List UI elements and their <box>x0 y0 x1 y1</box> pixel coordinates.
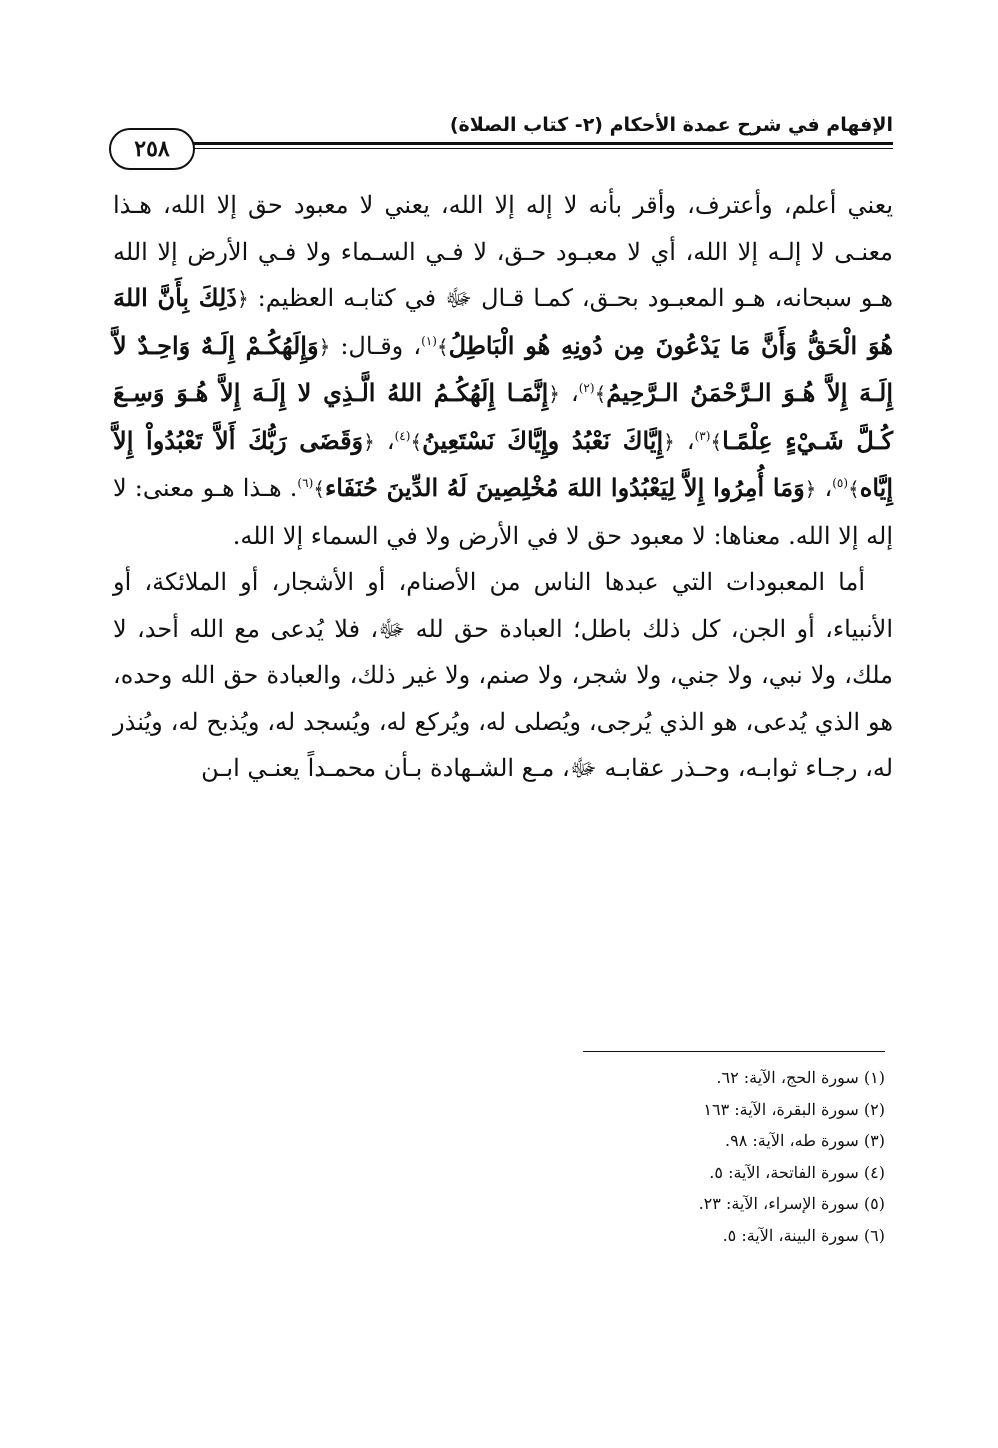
page-number-badge: ٢٥٨ <box>109 128 195 170</box>
quran-verse-6: وَمَا أُمِرُوا إِلاَّ لِيَعْبُدُوا اللهَ مُخْلِصِينَ لَهُ الدِّينَ حُنَفَاء <box>324 473 805 502</box>
separator: ، <box>816 474 833 502</box>
ornate-bracket-close: ﴾ <box>313 477 325 501</box>
footnote-5: (٥) سورة الإسراء، الآية: ٢٣. <box>698 1194 885 1213</box>
paragraph-1 <box>113 182 893 559</box>
ornate-bracket-close: ﴾ <box>436 334 449 359</box>
quran-verse-4: إِيَّاكَ نَعْبُدُ وإِيَّاكَ نَسْتَعِينُ <box>422 425 664 455</box>
ornate-bracket-open: ﴿ <box>236 287 249 311</box>
text-run: . هـذا هـو معنى: لا إله إلا الله. معناها: لا معبود حق لا في الأرض ولا في السماء إلا الله. <box>113 474 893 550</box>
separator: ، <box>560 379 579 407</box>
quran-verse-3: إِنَّمَـا إِلَهُكُـمُ اللهُ الَّـذِي لا إِلَـهَ إِلاَّ هُـوَ وَسِـعَ كُـلَّ شَـيْءٍ عِلْمًـا <box>113 378 894 455</box>
ornate-bracket-open: ﴿ <box>804 477 817 501</box>
quran-verse-5: وَقَضَى رَبُّكَ أَلاَّ تَعْبُدُواْ إِلاَّ إِيَّاه <box>113 425 893 502</box>
paragraph-2: أما المعبودات التي عبدها الناس من الأصنام، أو الأشجار، أو الملائكة، أو الأنبياء، أو الجن، كل ذلك باطل؛ العبادة حق لله ﷻ، فلا يُدعى مع الله أحد، لا ملك، ولا نبي، ولا جني، ولا شجر، ولا صنم، ولا غير ذلك، والعبادة حق الله وحده، هو الذي يُدعى، هو الذي يُرجى، ويُصلى له، ويُركع له، ويُسجد له، ويُذبح له، ويُنذر له، رجـاء ثوابـه، وحـذر عقابـه ﷻ، مـع الشـهادة بـأن محمـداً يعنـي ابـن <box>113 568 894 782</box>
separator: ، <box>674 426 695 455</box>
footnote-ref-6[interactable]: (٦) <box>297 476 314 490</box>
footnote-ref-3[interactable]: (٣) <box>694 428 711 443</box>
header-rule-thick <box>113 142 893 145</box>
footnote-6: (٦) سورة البينة، الآية: ٥. <box>722 1225 885 1245</box>
ornate-bracket-open: ﴿ <box>318 334 331 359</box>
footnote-1: (١) سورة الحج، الآية: ٦٢. <box>716 1068 885 1087</box>
text-run: يعني أعلم، وأعترف، وأقر بأنه لا إله إلا الله، يعني لا معبود حق إلا الله، هـذا معنـى لا إلـه إلا الله، أي لا معبـود حـق، لا فـي السـماء ولا فـي الأرض إلا الله هـو سبحانه، هـو المعبـود بحـق، كمـا قـال ﷻ في كتابـه العظيم: <box>113 191 893 312</box>
ornate-bracket-open: ﴿ <box>363 429 375 454</box>
footnote-separator <box>583 1051 885 1052</box>
footnote-3: (٣) سورة طه، الآية: ٩٨. <box>725 1131 885 1150</box>
footnote-ref-2[interactable]: (٢) <box>578 381 595 395</box>
separator: ، <box>374 426 395 455</box>
ornate-bracket-close: ﴾ <box>848 477 860 501</box>
footnote-4: (٤) سورة الفاتحة، الآية: ٥. <box>709 1162 885 1182</box>
ornate-bracket-open: ﴿ <box>548 382 560 406</box>
footnote-ref-4[interactable]: (٤) <box>394 428 411 443</box>
ornate-bracket-close: ﴾ <box>710 429 723 454</box>
footnotes <box>485 1062 885 1251</box>
page-header <box>113 98 893 168</box>
footnote-2: (٢) سورة البقرة، الآية: ١٦٣ <box>703 1099 885 1119</box>
quran-verse-2: وَإِلَهُكُـمْ إِلَـهٌ وَاحِـدٌ لاَّ إِلَـهَ إِلاَّ هُـوَ الـرَّحْمَنُ الـرَّحِيمُ <box>113 330 893 407</box>
text-run: ، وقـال: <box>330 331 422 360</box>
footnote-ref-5[interactable]: (٥) <box>832 476 849 490</box>
ornate-bracket-close: ﴾ <box>410 429 423 454</box>
footnote-ref-1[interactable]: (١) <box>421 333 437 348</box>
ornate-bracket-close: ﴾ <box>594 382 607 406</box>
quran-verse-1: ذَلِكَ بِأَنَّ اللهَ هُوَ الْحَقُّ وَأَنَّ مَا يَدْعُونَ مِن دُونِهِ هُو الْبَاطِلُ <box>113 283 894 360</box>
ornate-bracket-open: ﴿ <box>663 429 675 454</box>
running-title: الإفهام في شرح عمدة الأحكام (٢- كتاب الصلاة) <box>449 114 893 136</box>
header-rule-thin <box>113 148 893 149</box>
main-text <box>113 182 893 792</box>
